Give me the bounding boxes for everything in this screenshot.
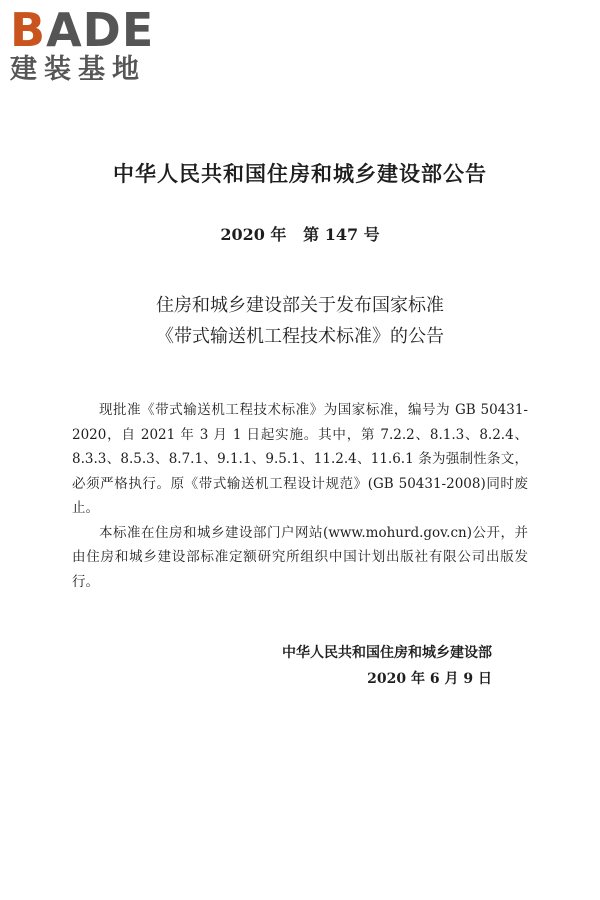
logo-wordmark-accent: B xyxy=(10,3,47,57)
signature-date: 2020 年 6 月 9 日 xyxy=(367,671,492,687)
subject-line-2: 《带式输送机工程技术标准》的公告 xyxy=(156,326,444,347)
signature-org: 中华人民共和国住房和城乡建设部 xyxy=(282,645,492,661)
logo-subtitle: 建装基地 xyxy=(10,54,146,85)
announcement-heading: 中华人民共和国住房和城乡建设部公告 xyxy=(113,162,487,186)
announcement-subject xyxy=(0,290,600,352)
announcement-number: 2020 年 第 147 号 xyxy=(220,225,380,244)
bade-logo xyxy=(10,3,175,86)
logo-wordmark xyxy=(10,3,175,57)
signature-block xyxy=(240,640,492,692)
subject-line-1: 住房和城乡建设部关于发布国家标准 xyxy=(156,295,444,316)
body-paragraph-2: 本标准在住房和城乡建设部门户网站(www.mohurd.gov.cn)公开，并由住房和城乡建设部标准定额研究所组织中国计划出版社有限公司出版发行。 xyxy=(72,524,528,590)
announcement-body xyxy=(72,398,528,594)
body-paragraph-1: 现批准《带式输送机工程技术标准》为国家标准，编号为 GB 50431-2020，自 2021 年 3 月 1 日起实施。其中，第 7.2.2、8.1.3、8.2.4、8.3.3、8.5.3、8.7.1、9.1.1、9.5.1、11.2.4、11.6.1 条为强制性条文，必须严格执行。原《带式输送机工程设计规范》(GB 50431-2008)同时废止。 xyxy=(72,402,528,516)
logo-wordmark-rest: ADE xyxy=(46,3,155,57)
